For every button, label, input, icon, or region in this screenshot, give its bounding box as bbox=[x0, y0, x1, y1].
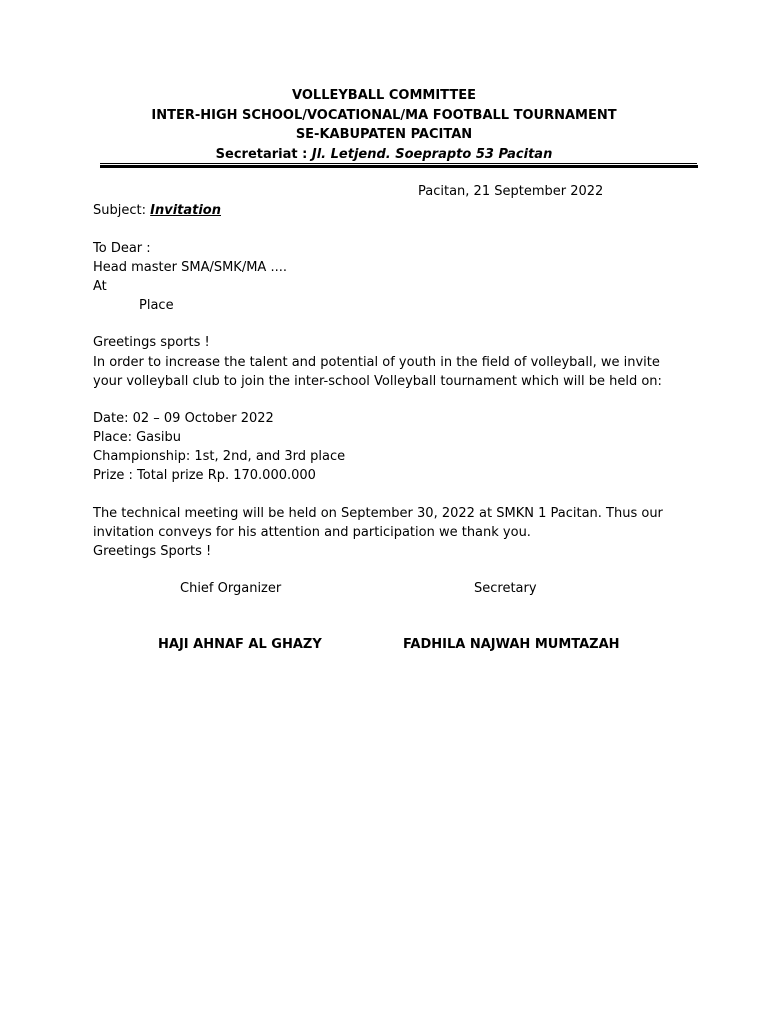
signature-right-title: Secretary bbox=[474, 581, 537, 596]
secretariat-address: Jl. Letjend. Soeprapto 53 Pacitan bbox=[311, 146, 553, 162]
tournament-name: INTER-HIGH SCHOOL/VOCATIONAL/MA FOOTBALL TOURNAMENT bbox=[151, 107, 617, 123]
detail-date: Date: 02 – 09 October 2022 bbox=[93, 411, 274, 426]
subject-label: Subject: bbox=[93, 203, 151, 218]
secretariat-label: Secretariat : bbox=[215, 146, 312, 162]
detail-place: Place: Gasibu bbox=[93, 430, 181, 445]
letter-date: Pacitan, 21 September 2022 bbox=[418, 184, 604, 199]
intro-paragraph: In order to increase the talent and potential of youth in the field of volleyball, we invite your volleyball club to join the inter-school Volleyball tournament which will be held on: bbox=[93, 355, 662, 389]
region-name: SE-KABUPATEN PACITAN bbox=[295, 127, 473, 142]
subject-value: Invitation bbox=[150, 203, 221, 218]
header-divider-thick bbox=[100, 165, 698, 168]
closing-paragraph: The technical meeting will be held on September 30, 2022 at SMKN 1 Pacitan. Thus our invitation conveys for his attention and participation we thank you. bbox=[93, 506, 663, 540]
detail-prize: Prize : Total prize Rp. 170.000.000 bbox=[93, 468, 316, 483]
signature-left-name: HAJI AHNAF AL GHAZY bbox=[158, 637, 322, 652]
header-divider-thin bbox=[100, 163, 697, 164]
closing-greeting: Greetings Sports ! bbox=[93, 544, 212, 559]
detail-championship: Championship: 1st, 2nd, and 3rd place bbox=[93, 449, 346, 464]
signature-left-title: Chief Organizer bbox=[180, 581, 282, 596]
signature-right-name: FADHILA NAJWAH MUMTAZAH bbox=[403, 637, 620, 652]
recipient-place: Place bbox=[139, 298, 174, 313]
subject-line bbox=[93, 201, 221, 220]
recipient-to: To Dear : bbox=[93, 241, 151, 256]
committee-name: VOLLEYBALL COMMITTEE bbox=[292, 88, 476, 103]
letterhead bbox=[0, 86, 768, 164]
secretariat-line bbox=[0, 145, 768, 165]
recipient-name: Head master SMA/SMK/MA .... bbox=[93, 260, 287, 275]
greeting: Greetings sports ! bbox=[93, 335, 210, 350]
recipient-at: At bbox=[93, 279, 107, 294]
